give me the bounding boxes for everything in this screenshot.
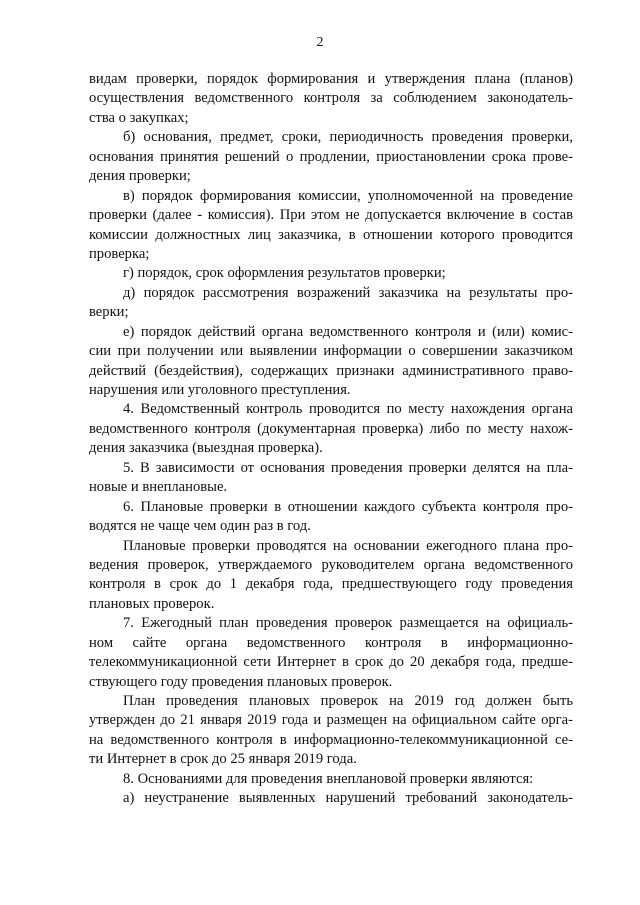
text-line: видам проверки, порядок формирования и утверждения плана (планов) (89, 71, 573, 87)
text-line: ном сайте органа ведомственного контроля в информационно- (89, 634, 573, 651)
text-line: б) основания, предмет, сроки, периодичность проведения проверки, (123, 129, 573, 146)
text-line: верки; (89, 304, 129, 321)
text-line: ствующего году проведения плановых проверок. (89, 673, 393, 690)
text-line: ведомственного контроля (документарная проверка) либо по месту нахож- (89, 420, 573, 437)
text-line: контроля в срок до 1 декабря года, предшествующего году проведения (89, 576, 573, 593)
text-line: осуществления ведомственного контроля за соблюдением законодатель- (89, 90, 573, 107)
text-line: 6. Плановые проверки в отношении каждого субъекта контроля про- (123, 498, 573, 515)
text-line: 7. Ежегодный план проведения проверок размещается на официаль- (123, 615, 573, 632)
text-line: 8. Основаниями для проведения внеплановой проверки являются: (123, 770, 534, 787)
text-line: а) неустранение выявленных нарушений требований законодатель- (123, 790, 573, 807)
page-number: 2 (316, 35, 324, 50)
text-line: утвержден до 21 января 2019 года и размещен на официальном сайте орга- (89, 712, 573, 729)
text-line: телекоммуникационной сети Интернет в срок до 20 декабря года, предше- (89, 654, 573, 671)
text-line: основания принятия решений о продлении, приостановлении срока прове- (89, 148, 573, 165)
text-line: комиссии должностных лиц заказчика, в отношении которого проводится (89, 226, 573, 243)
text-line: Плановые проверки проводятся на основании ежегодного плана про- (123, 537, 573, 554)
text-line: проверка; (89, 245, 150, 262)
text-line: в) порядок формирования комиссии, уполномоченной на проведение (123, 187, 573, 204)
text-line: плановых проверок. (89, 595, 215, 612)
text-line: 4. Ведомственный контроль проводится по месту нахождения органа (123, 401, 573, 418)
document-body (89, 70, 573, 809)
text-line: д) порядок рассмотрения возражений заказчика на результаты про- (123, 284, 573, 301)
text-line: сии при получении или выявлении информации о совершении заказчиком (89, 343, 573, 360)
text-line: действий (бездействия), содержащих признаки административного право- (89, 362, 573, 379)
text-line: нарушения или уголовного преступления. (89, 382, 351, 398)
text-line: ства о закупках; (89, 109, 189, 126)
text-line: 5. В зависимости от основания проведения проверки делятся на пла- (123, 459, 573, 476)
text-line: дения проверки; (89, 168, 191, 185)
text-line: новые и внеплановые. (89, 479, 228, 496)
text-line: ведения проверок, утверждаемого руководителем органа ведомственного (89, 556, 573, 573)
text-line: проверки (далее - комиссия). При этом не допускается включение в состав (89, 207, 573, 224)
text-line: е) порядок действий органа ведомственного контроля и (или) комис- (123, 323, 573, 340)
text-line: ти Интернет в срок до 25 января 2019 года. (89, 751, 357, 768)
text-line: водятся не чаще чем один раз в год. (89, 518, 311, 535)
text-line: дения заказчика (выездная проверка). (89, 440, 323, 457)
text-line: г) порядок, срок оформления результатов проверки; (123, 265, 446, 282)
text-line: План проведения плановых проверок на 2019 год должен быть (123, 693, 573, 709)
text-line: на ведомственного контроля в информационно-телекоммуникационной се- (89, 731, 573, 748)
